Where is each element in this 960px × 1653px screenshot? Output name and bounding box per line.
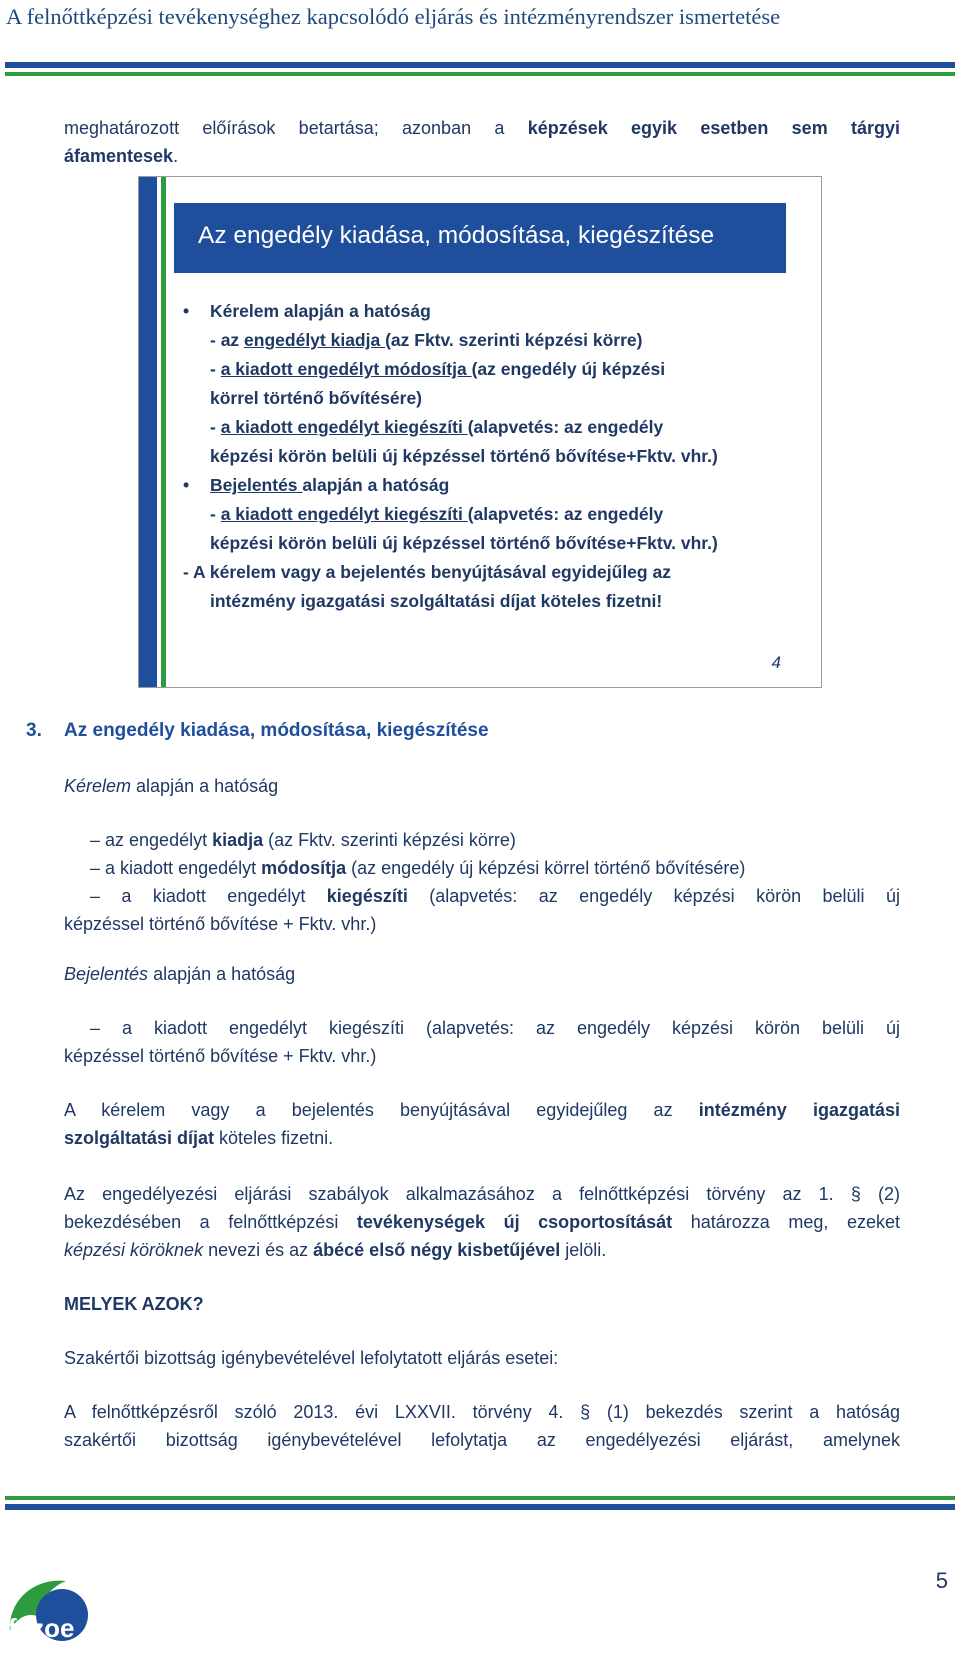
kerelem-list bbox=[64, 826, 900, 938]
item-bold: kiegészíti bbox=[326, 886, 408, 906]
dash-item bbox=[64, 854, 900, 882]
para-line-3 bbox=[64, 1236, 900, 1264]
para-bold: ábécé első négy kisbetűjével bbox=[313, 1240, 561, 1260]
section-title: Az engedély kiadása, módosítása, kiegészítése bbox=[64, 720, 489, 741]
para-text: határozza meg, ezeket bbox=[672, 1212, 901, 1232]
slide-text: (az engedély új képzési bbox=[471, 359, 666, 379]
law-line-2: szakértői bizottság igénybevételével lefolytatja az engedélyezési eljárást, amelynek bbox=[64, 1430, 900, 1450]
page-number: 5 bbox=[935, 1568, 948, 1593]
slide-underlined: a kiadott engedélyt kiegészíti bbox=[220, 504, 468, 524]
slide-line bbox=[183, 500, 803, 529]
bullet-text: Kérelem alapján a hatóság bbox=[210, 301, 431, 321]
slide-bar-green bbox=[161, 177, 166, 687]
italic-term: Kérelem bbox=[64, 776, 132, 796]
fee-paragraph bbox=[64, 1096, 900, 1152]
bejelentes-heading bbox=[64, 960, 900, 988]
circles-paragraph bbox=[64, 1180, 900, 1264]
slide-line: körrel történő bővítésére) bbox=[210, 388, 422, 408]
kerelem-heading bbox=[64, 772, 900, 800]
intro-paragraph bbox=[64, 114, 900, 170]
slide-content bbox=[183, 297, 803, 616]
slide-bullet-1 bbox=[183, 297, 803, 326]
italic-term: Bejelentés bbox=[64, 964, 149, 984]
fszoe-logo bbox=[4, 1571, 90, 1647]
item-text: (az Fktv. szerinti képzési körre) bbox=[263, 830, 516, 850]
slide-text: (alapvetés: az engedély bbox=[467, 504, 664, 524]
fee-bold: intézmény igazgatási bbox=[698, 1100, 901, 1120]
heading-text: alapján a hatóság bbox=[131, 776, 279, 796]
dash-item bbox=[64, 882, 900, 910]
intro-bold-2: áfamentesek bbox=[64, 146, 174, 166]
footer-rule-blue bbox=[5, 1504, 955, 1510]
header-rule-green bbox=[5, 72, 955, 76]
fee-text: köteles fizetni. bbox=[214, 1128, 334, 1148]
fee-text: A kérelem vagy a bejelentés benyújtásával egyidejűleg az bbox=[64, 1100, 699, 1120]
slide-underlined: a kiadott engedélyt módosítja bbox=[220, 359, 472, 379]
law-line-1: A felnőttképzésről szóló 2013. évi LXXVII. törvény 4. § (1) bekezdés szerint a hatóság bbox=[64, 1402, 900, 1422]
dash: – bbox=[90, 858, 101, 878]
slide-text: - bbox=[210, 504, 221, 524]
expert-heading: Szakértői bizottság igénybevételével lefolytatott eljárás esetei: bbox=[64, 1348, 559, 1368]
item-text: az engedélyt bbox=[100, 830, 213, 850]
intro-line-2 bbox=[64, 142, 900, 170]
slide-text: (alapvetés: az engedély bbox=[467, 417, 664, 437]
dash-item-continuation: képzéssel történő bővítése + Fktv. vhr.) bbox=[64, 914, 377, 934]
bejelentes-list bbox=[64, 1014, 900, 1070]
intro-text: meghatározott előírások betartása; azonban a bbox=[64, 118, 528, 138]
slide-fee-line-2: intézmény igazgatási szolgáltatási díjat köteles fizetni! bbox=[210, 591, 663, 611]
bullet-icon: • bbox=[183, 475, 190, 495]
section-heading bbox=[26, 720, 489, 742]
slide-text: - bbox=[210, 417, 221, 437]
slide-text: - az bbox=[210, 330, 245, 350]
intro-line-1 bbox=[64, 114, 900, 142]
item-text: a kiadott engedélyt kiegészíti (alapvetés: az engedély képzési körön belüli új bbox=[100, 1018, 900, 1038]
slide-line: képzési körön belüli új képzéssel történő bővítése+Fktv. vhr.) bbox=[210, 446, 718, 466]
intro-bold: képzések egyik esetben sem tárgyi bbox=[527, 118, 901, 138]
intro-period: . bbox=[173, 146, 179, 166]
slide-line bbox=[183, 413, 803, 442]
item-text: (alapvetés: az engedély képzési körön belüli új bbox=[407, 886, 900, 906]
dash: – bbox=[90, 1018, 101, 1038]
slide-underlined: a kiadott engedélyt kiegészíti bbox=[220, 417, 468, 437]
running-header: A felnőttképzési tevékenységhez kapcsolódó eljárás és intézményrendszer ismertetése bbox=[6, 4, 781, 29]
dash-item bbox=[64, 826, 900, 854]
header-rule-blue bbox=[5, 62, 955, 68]
para-text: nevezi és az bbox=[203, 1240, 314, 1260]
slide-line bbox=[183, 326, 803, 355]
heading-text: alapján a hatóság bbox=[148, 964, 296, 984]
item-bold: módosítja bbox=[261, 858, 347, 878]
item-text: (az engedély új képzési körrel történő bővítésére) bbox=[346, 858, 746, 878]
para-bold: tevékenységek új csoportosítását bbox=[356, 1212, 673, 1232]
dash-item bbox=[64, 1014, 900, 1042]
fee-line-2 bbox=[64, 1124, 900, 1152]
para-text: bekezdésében a felnőttképzési bbox=[64, 1212, 357, 1232]
slide-underlined: Bejelentés bbox=[210, 475, 303, 495]
footer-rule-green bbox=[5, 1496, 955, 1500]
slide-underlined: engedélyt kiadja bbox=[244, 330, 386, 350]
item-bold: kiadja bbox=[212, 830, 264, 850]
item-text: a kiadott engedélyt bbox=[100, 886, 327, 906]
slide-bar-blue bbox=[139, 177, 157, 687]
dash: – bbox=[90, 886, 101, 906]
logo-text: fszoe bbox=[8, 1613, 75, 1643]
slide-line: képzési körön belüli új képzéssel történő bővítése+Fktv. vhr.) bbox=[210, 533, 718, 553]
dash: – bbox=[90, 830, 101, 850]
item-text: a kiadott engedélyt bbox=[100, 858, 262, 878]
slide-image bbox=[138, 176, 822, 688]
para-line-1: Az engedélyezési eljárási szabályok alkalmazásához a felnőttképzési törvény az 1. § (2) bbox=[64, 1184, 900, 1204]
slide-text: - bbox=[210, 359, 221, 379]
slide-number: 4 bbox=[771, 653, 781, 672]
para-line-2 bbox=[64, 1208, 900, 1236]
para-text: jelöli. bbox=[560, 1240, 607, 1260]
question-heading: MELYEK AZOK? bbox=[64, 1294, 204, 1314]
slide-text: alapján a hatóság bbox=[302, 475, 450, 495]
law-paragraph bbox=[64, 1398, 900, 1454]
slide-text: (az Fktv. szerinti képzési körre) bbox=[385, 330, 643, 350]
slide-bullet-2 bbox=[183, 471, 803, 500]
para-italic: képzési köröknek bbox=[64, 1240, 204, 1260]
bullet-icon: • bbox=[183, 301, 190, 321]
slide-title: Az engedély kiadása, módosítása, kiegészítése bbox=[174, 203, 786, 273]
slide-fee-line: - A kérelem vagy a bejelentés benyújtásával egyidejűleg az bbox=[183, 562, 671, 582]
fee-bold: szolgáltatási díjat bbox=[64, 1128, 215, 1148]
section-number: 3. bbox=[26, 720, 42, 741]
slide-line bbox=[183, 355, 803, 384]
dash-item-continuation: képzéssel történő bővítése + Fktv. vhr.) bbox=[64, 1046, 377, 1066]
fee-line-1 bbox=[64, 1096, 900, 1124]
